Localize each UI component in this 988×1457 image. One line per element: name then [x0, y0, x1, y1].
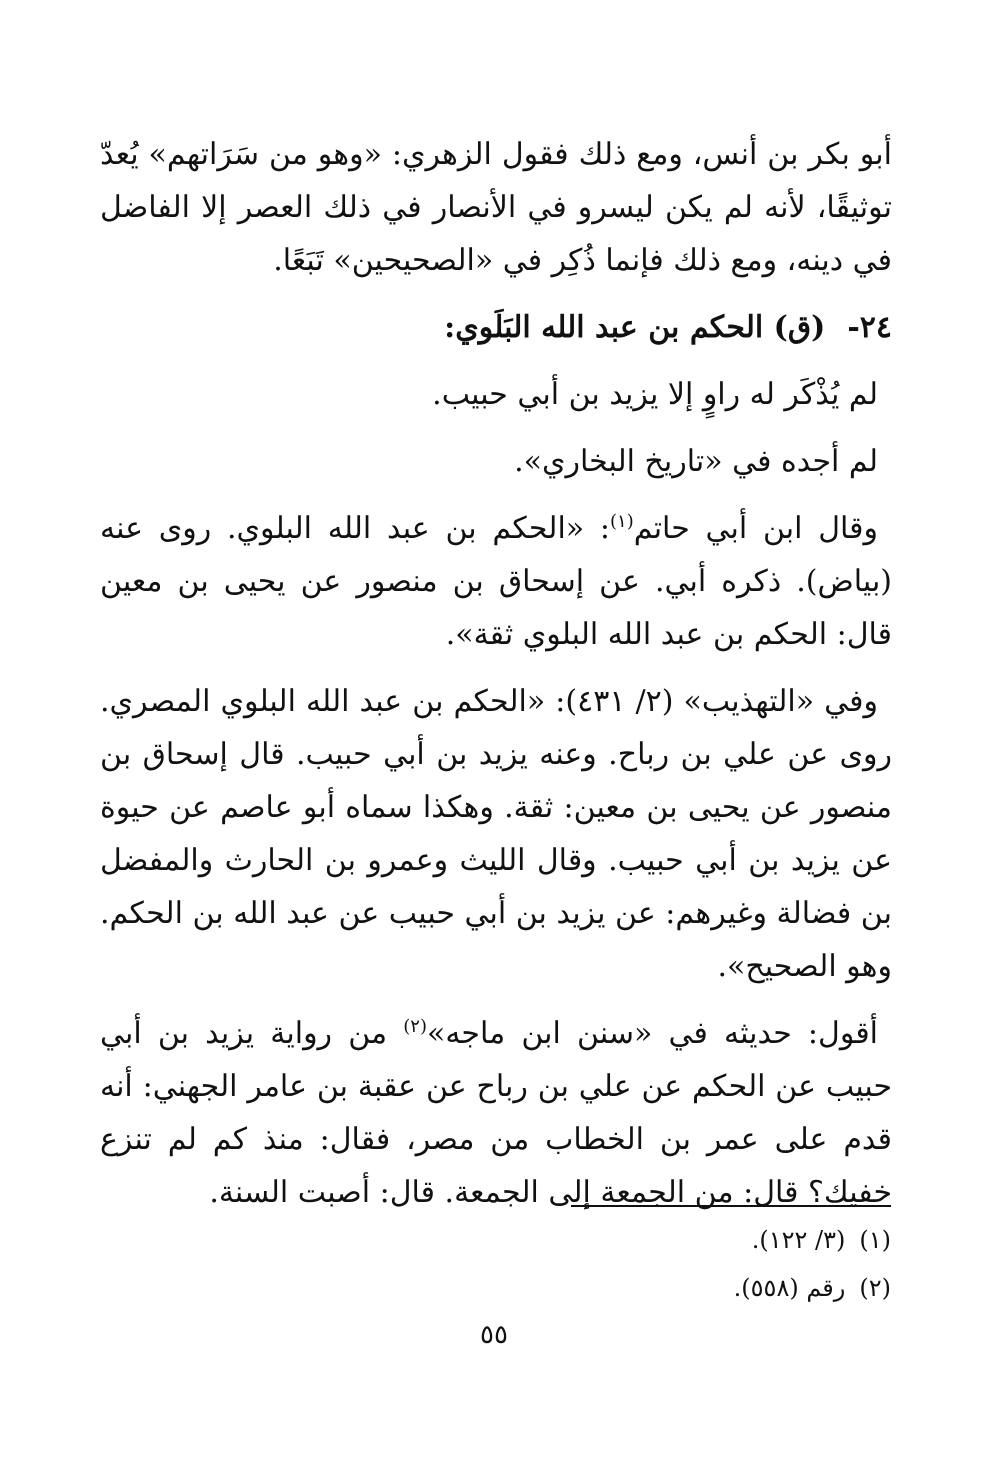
footnote-2-marker: (٢) — [859, 1274, 891, 1302]
footnote-2-text: رقم (٥٥٨). — [733, 1274, 846, 1302]
page-body — [100, 128, 892, 1233]
footnote-2 — [391, 1264, 891, 1312]
footnote-1 — [391, 1216, 891, 1264]
paragraph-1: أبو بكر بن أنس، ومع ذلك فقول الزهري: «وهو من سَرَاتهم» يُعدّ توثيقًا، لأنه لم يكن ليسرو في الأنصار في ذلك العصر إلا الفاضل في دينه، ومع ذلك فإنما ذُكِر في «الصحيحين» تَبَعًا. — [100, 137, 892, 278]
entry-title: (ق) الحكم بن عبد الله البَلَوي: — [444, 310, 826, 345]
line-1: لم يُذْكَر له راوٍ إلا يزيد بن أبي حبيب. — [432, 377, 878, 412]
footnote-1-marker: (١) — [859, 1226, 891, 1254]
paragraph-3: وفي «التهذيب» (٢/ ٤٣١): «الحكم بن عبد الله البلوي المصري. روى عن علي بن رباح. وعنه يزيد بن أبي حبيب. قال إسحاق بن منصور عن يحيى بن معين: ثقة. وهكذا سماه أبو عاصم عن حيوة عن يزيد بن أبي حبيب. وقال الليث وعمرو بن الحارث والمفضل بن فضالة وغيرهم: عن يزيد بن أبي حبيب عن عبد الله بن الحكم. وهو الصحيح». — [100, 684, 892, 984]
line-2: لم أجده في «تاريخ البخاري». — [514, 444, 878, 479]
paragraph-4-text-a: أقول: حديثه في «سنن ابن ماجه» — [426, 1016, 878, 1051]
entry-heading — [100, 301, 892, 354]
paragraph-2-text-a: وقال ابن أبي حاتم — [633, 511, 878, 546]
footnotes — [391, 1216, 891, 1312]
page-number: ٥٥ — [480, 1320, 508, 1350]
paragraph-2 — [100, 502, 892, 661]
paragraph-4-text-b: من رواية يزيد بن أبي حبيب عن الحكم عن علي بن رباح عن عقبة بن عامر الجهني: أنه قدم على عمر بن الخطاب من مصر، فقال: منذ كم لم تنزع خفيك؟ قال: من الجمعة إلى الجمعة. قال: أصبت السنة. — [100, 1016, 892, 1210]
paragraph-2-text-b: : «الحكم بن عبد الله البلوي. روى عنه (بياض). ذكره أبي. عن إسحاق بن منصور عن يحيى بن معين قال: الحكم بن عبد الله البلوي ثقة». — [100, 511, 892, 652]
footnote-ref-1: (١) — [610, 511, 634, 532]
footnote-divider — [571, 1205, 891, 1207]
footnote-1-text: (٣/ ١٢٢). — [751, 1226, 846, 1254]
paragraph-4 — [100, 1007, 892, 1219]
footnote-ref-2: (٢) — [403, 1016, 427, 1037]
entry-number: ٢٤- — [847, 310, 892, 345]
